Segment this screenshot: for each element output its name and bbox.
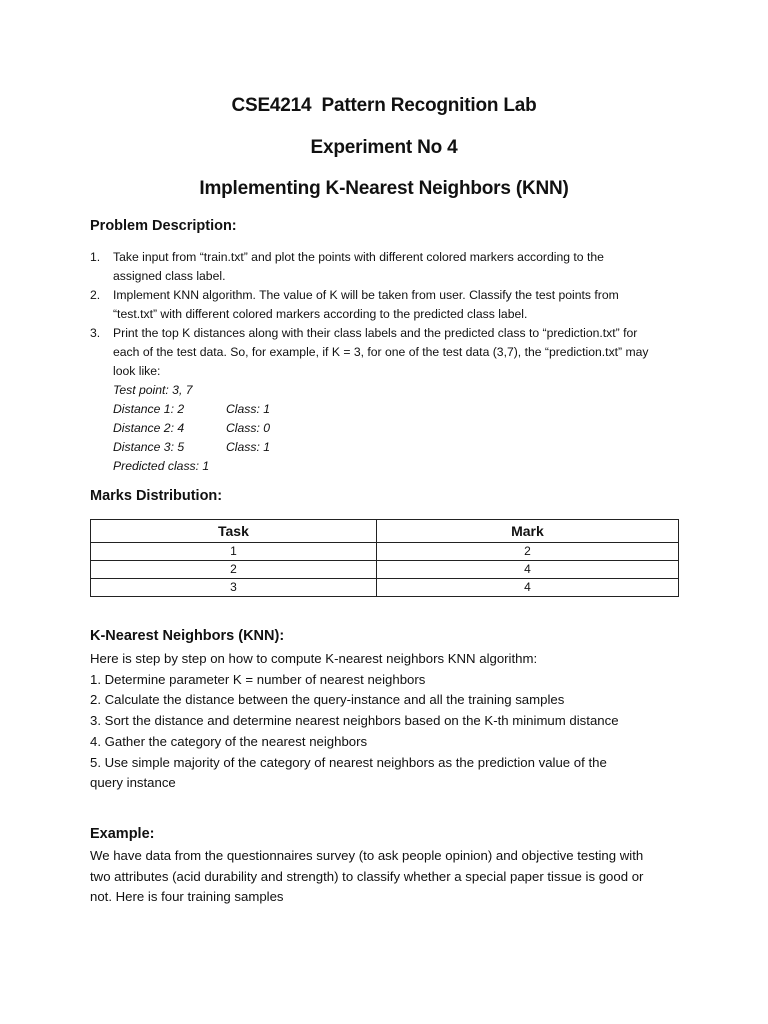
distance-row — [113, 438, 690, 457]
text-line: 1. Determine parameter K = number of nearest neighbors — [90, 671, 426, 687]
class-value: Class: 1 — [226, 440, 271, 454]
table-row — [91, 579, 679, 597]
distance-value: Distance 1: 2 — [113, 402, 185, 416]
list-item — [90, 286, 690, 324]
text-line: 3. Sort the distance and determine nearest neighbors based on the K-th minimum distance — [90, 713, 619, 729]
course-title: CSE4214 Pattern Recognition Lab — [231, 95, 537, 116]
column-header-mark: Mark — [376, 520, 678, 543]
item-line: “test.txt” with different colored markers according to the predicted class label. — [113, 307, 528, 321]
text-line: query instance — [90, 775, 176, 791]
text-line: 2. Calculate the distance between the query-instance and all the training samples — [90, 692, 565, 708]
problem-heading: Problem Description: — [90, 218, 237, 234]
item-line: Take input from “train.txt” and plot the points with different colored markers according to the — [113, 250, 604, 264]
predicted-class: Predicted class: 1 — [113, 459, 210, 473]
item-line: Implement KNN algorithm. The value of K will be taken from user. Classify the test points from — [113, 288, 619, 302]
list-item — [90, 324, 690, 476]
experiment-title: Experiment No 4 — [310, 137, 458, 158]
text-line: 4. Gather the category of the nearest neighbors — [90, 733, 368, 749]
item-line: each of the test data. So, for example, if K = 3, for one of the test data (3,7), the “prediction.txt” may — [113, 345, 649, 359]
task-cell: 2 — [91, 561, 377, 579]
text-line: not. Here is four training samples — [90, 889, 284, 905]
list-item — [90, 248, 690, 286]
class-value: Class: 0 — [226, 421, 271, 435]
example-heading: Example: — [90, 826, 155, 842]
column-header-task: Task — [91, 520, 377, 543]
mark-cell: 2 — [376, 543, 678, 561]
prediction-example — [113, 381, 690, 476]
item-number: 2 . — [90, 286, 100, 305]
marks-heading: Marks Distribution: — [90, 488, 223, 504]
item-line: assigned class label. — [113, 269, 226, 283]
marks-table — [90, 519, 679, 597]
example-text — [90, 846, 690, 908]
text-line: We have data from the questionnaires survey (to ask people opinion) and objective testing with — [90, 848, 644, 863]
task-cell: 1 — [91, 543, 377, 561]
topic-title: Implementing K-Nearest Neighbors (KNN) — [199, 178, 569, 199]
item-line: Print the top K distances along with their class labels and the predicted class to “prediction.txt” for — [113, 326, 638, 340]
distance-row — [113, 419, 690, 438]
distance-value: Distance 3: 5 — [113, 440, 185, 454]
knn-heading: K-Nearest Neighbors (KNN): — [90, 628, 285, 644]
knn-steps — [90, 649, 690, 794]
class-value: Class: 1 — [226, 402, 271, 416]
test-point: Test point: 3, 7 — [113, 383, 193, 397]
table-row — [91, 543, 679, 561]
text-line: 5. Use simple majority of the category of nearest neighbors as the prediction value of the — [90, 754, 607, 770]
distance-value: Distance 2: 4 — [113, 421, 185, 435]
mark-cell: 4 — [376, 561, 678, 579]
item-number: 3 . — [90, 324, 100, 343]
mark-cell: 4 — [376, 579, 678, 597]
table-header-row — [91, 520, 679, 543]
text-line: Here is step by step on how to compute K-nearest neighbors KNN algorithm: — [90, 651, 538, 666]
text-line: two attributes (acid durability and strength) to classify whether a special paper tissue is good or — [90, 868, 644, 884]
task-cell: 3 — [91, 579, 377, 597]
problem-list — [90, 248, 690, 476]
item-line: look like: — [113, 364, 161, 378]
distance-row — [113, 400, 690, 419]
item-number: 1 . — [90, 248, 100, 267]
table-row — [91, 561, 679, 579]
